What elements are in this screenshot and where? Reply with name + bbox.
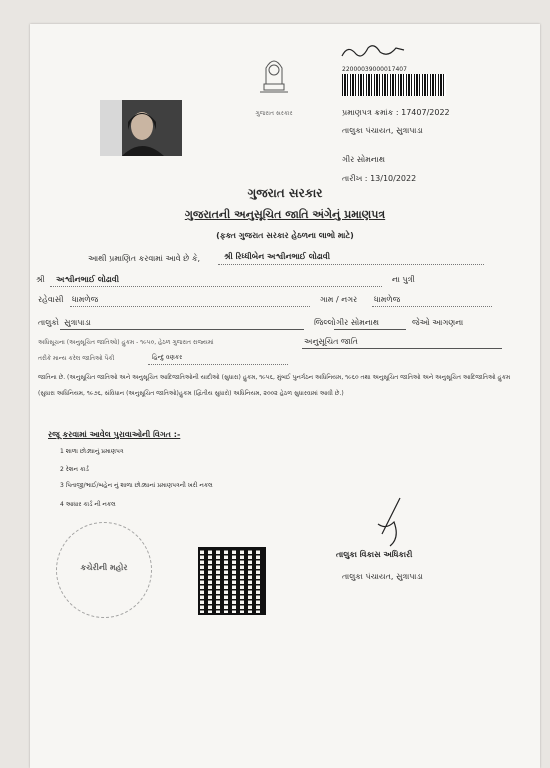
taluka-value: સુત્રાપાડા (64, 318, 91, 327)
heading-title: ગુજરાત સરકાર (247, 186, 323, 200)
taluka-label: તાલુકો (38, 318, 59, 327)
caste-line (302, 348, 502, 349)
cert-no-value: 17407/2022 (401, 108, 450, 117)
emblem-caption: ગુજરાત સરકાર (255, 110, 293, 117)
certify-label: આથી પ્રમાણિત કરવામાં આવે છે કે, (88, 254, 201, 263)
sub-caste-line (148, 364, 288, 365)
barcode-number: 22000039000017407 (342, 66, 407, 73)
doc-item-4: 4 આધાર કાર્ડ ની નકલ (60, 501, 116, 508)
docs-title: રજૂ કરવામાં આવેલ પુરાવાઓની વિગત :- (48, 430, 181, 439)
office-stamp (56, 522, 152, 618)
resident-text: જેઓ આગણના (412, 318, 464, 327)
name-line (218, 264, 484, 265)
signatory-office: તાલુકા પંચાયત, સુત્રાપાડા (342, 572, 423, 581)
state-emblem (252, 48, 296, 117)
daughter-label: ના પુત્રી (392, 275, 415, 284)
district-value: ગીર સોમનાથ (336, 318, 379, 327)
doc-item-1: 1 શાળા છોડ્યાનું પ્રમાણપત્ર (60, 448, 124, 455)
legal-paragraph: જાતિના છે. (અનુસૂચિત જાતિઓ અને અનુસૂચિત આદિજાતિઓની યાદીઓ (સુધારા) હુકમ, ૧૯૫૬, મુંબઈ પુનર્ગઠન અધિનિયમ, ૧૯૬૦ તથા અનુસૂચિત જાતિઓ અને અનુસૂચિત આદિજાતિઓ હુકમ (સુધારા અધિનિયમ, ૧૯૭૬, સંવિધાન (અનુસૂચિત જાતિઓ)હુકમ (દ્વિતીય સુધારો) અધિનિયમ, ૨૦૦૨ હેઠળ સુધારવામાં આવી છે.) (38, 374, 511, 397)
recognized-label: તરીકે માન્ય કરેલ જાતિઓ પૈકી (38, 355, 115, 362)
village-label: ગામ / નગર (320, 295, 358, 304)
date-value: 13/10/2022 (370, 174, 417, 183)
certificate-sheet (30, 24, 540, 768)
stamp-text: કચેરીની મહોર (80, 563, 128, 572)
residence-line (70, 306, 310, 307)
father-name: અશ્વીનભાઈ લોઢાવી (56, 275, 120, 284)
heading-note: (ફક્ત ગુજરાત સરકાર હેઠળના લાભો માટે) (216, 231, 354, 240)
cert-no-label: પ્રમાણપત્ર ક્રમાંક : (342, 108, 399, 117)
district-line (334, 329, 406, 330)
applicant-name: શ્રી રિધ્ધીબેન અશ્વીનભાઈ લોઢાવી (224, 252, 331, 261)
residence-value: ધામળેજ (72, 295, 99, 304)
heading-subtitle: ગુજરાતની અનુસૂચિત જાતિ અંગેનું પ્રમાણપત્ર (184, 208, 386, 221)
doc-item-2: 2 રેશન કાર્ડ (60, 466, 89, 473)
village-value: ધામળેજ (374, 295, 401, 304)
order-text: અધિસૂચના (અનુસૂચિત જાતિઓ) હુકમ - ૧૯૫૦, હેઠળ ગુજરાત રાજ્યમાં (38, 339, 214, 346)
date-label: તારીખ : (342, 174, 368, 183)
top-signature (338, 40, 408, 64)
signatory-title: તાલુકા વિકાસ અધિકારી (336, 550, 413, 559)
shri-label: શ્રી (36, 275, 45, 284)
caste-value: અનુસૂચિત જાતિ (304, 337, 358, 346)
district-top: ગીર સોમનાથ (342, 155, 385, 164)
district-label: જિલ્લો (314, 318, 336, 327)
signatory-signature (360, 494, 420, 554)
applicant-photo (100, 100, 182, 156)
doc-item-3: 3 પિતાજી/ભાઈ/બહેન નું શાળા છોડ્યાનાં પ્રમાણપત્રની ખરી નકલ (60, 482, 213, 489)
sub-caste: હિન્દુ વણકર (152, 354, 183, 361)
father-line (50, 286, 382, 287)
office-top: તાલુકા પંચાયત, સુત્રાપાડા (342, 126, 423, 135)
village-line (372, 306, 492, 307)
residence-label: રહેવાસી (38, 295, 64, 304)
barcode (342, 74, 446, 96)
taluka-line (60, 329, 304, 330)
qr-code (198, 547, 266, 615)
